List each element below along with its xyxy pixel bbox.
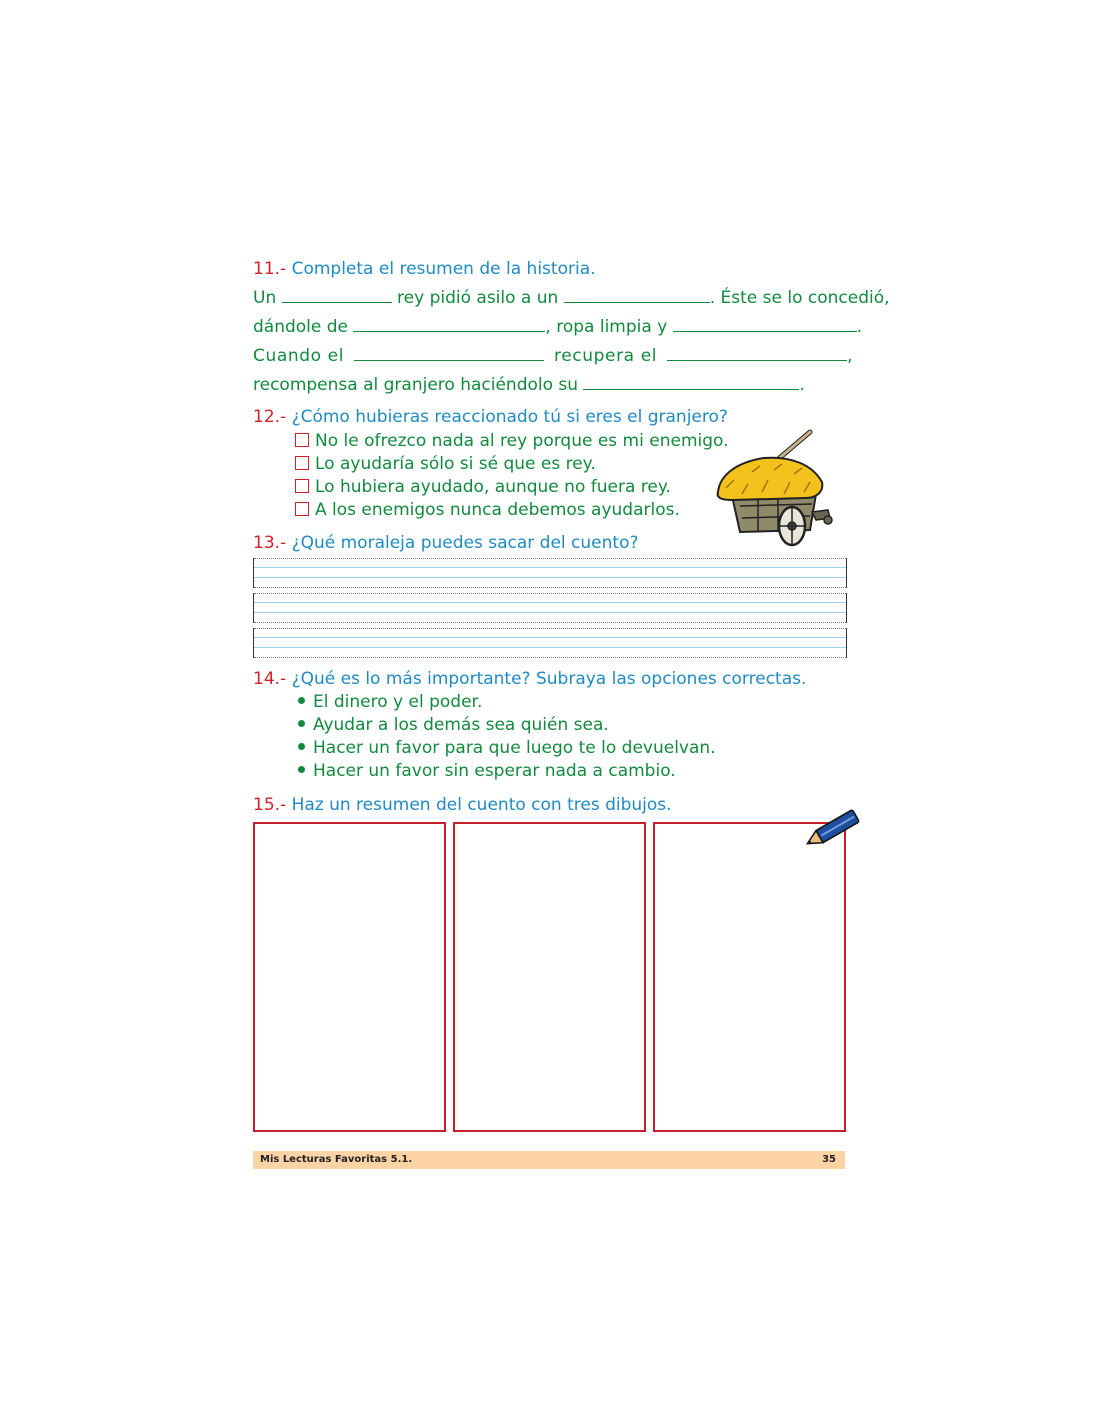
hay-cart-icon — [712, 428, 836, 552]
footer-book-title: Mis Lecturas Favoritas 5.1. — [260, 1154, 413, 1165]
bullet-icon — [298, 720, 305, 727]
bullet-icon — [298, 743, 305, 750]
q14-option-label: Hacer un favor sin esperar nada a cambio. — [313, 761, 676, 781]
q11-line-3 — [253, 346, 853, 366]
q11-prompt: Completa el resumen de la historia. — [291, 259, 596, 279]
checkbox[interactable] — [295, 456, 309, 470]
q14-option[interactable] — [298, 715, 609, 735]
drawing-box-2[interactable] — [453, 822, 646, 1132]
q11-text: . — [856, 317, 863, 337]
q12-prompt: ¿Cómo hubieras reaccionado tú si eres el granjero? — [291, 407, 728, 427]
q12-option[interactable] — [295, 477, 671, 497]
blank-field[interactable] — [354, 346, 544, 361]
checkbox[interactable] — [295, 433, 309, 447]
pencil-icon — [802, 808, 864, 852]
q12-option-label: A los enemigos nunca debemos ayudarlos. — [315, 500, 680, 520]
bullet-icon — [298, 766, 305, 773]
q11-text: . — [799, 375, 805, 395]
q11-text: dándole de — [253, 317, 349, 337]
writing-line[interactable] — [253, 558, 847, 588]
q11-text: . Éste se lo concedió, — [709, 288, 890, 308]
q11-number: 11.- — [253, 259, 287, 279]
q11-line-4 — [253, 375, 805, 395]
page-footer — [253, 1151, 845, 1169]
q13-heading — [253, 533, 639, 553]
q11-text: Cuando el — [253, 346, 345, 366]
q12-option-label: Lo ayudaría sólo si sé que es rey. — [315, 454, 596, 474]
writing-line[interactable] — [253, 593, 847, 623]
q11-text: , ropa limpia y — [545, 317, 668, 337]
blank-field[interactable] — [282, 288, 392, 303]
q14-option[interactable] — [298, 761, 676, 781]
q11-line-1 — [253, 288, 890, 308]
q14-option[interactable] — [298, 738, 716, 758]
page-number: 35 — [822, 1154, 836, 1165]
q14-prompt: ¿Qué es lo más importante? Subraya las opciones correctas. — [291, 669, 807, 689]
q12-option[interactable] — [295, 454, 596, 474]
q11-heading — [253, 259, 596, 279]
q14-option-label: Hacer un favor para que luego te lo devuelvan. — [313, 738, 716, 758]
q12-option[interactable] — [295, 431, 729, 451]
q15-number: 15.- — [253, 795, 287, 815]
q11-text: Un — [253, 288, 277, 308]
q11-text: recupera el — [554, 346, 658, 366]
blank-field[interactable] — [564, 288, 710, 303]
q12-option-label: No le ofrezco nada al rey porque es mi enemigo. — [315, 431, 729, 451]
blank-field[interactable] — [667, 346, 847, 361]
q14-number: 14.- — [253, 669, 287, 689]
q12-option-label: Lo hubiera ayudado, aunque no fuera rey. — [315, 477, 671, 497]
blank-field[interactable] — [583, 375, 799, 390]
q14-heading — [253, 669, 806, 689]
q11-text: recompensa al granjero haciéndolo su — [253, 375, 579, 395]
q15-prompt: Haz un resumen del cuento con tres dibujos. — [291, 795, 672, 815]
q11-text: rey pidió asilo a un — [397, 288, 559, 308]
writing-line[interactable] — [253, 628, 847, 658]
q12-option[interactable] — [295, 500, 680, 520]
q13-prompt: ¿Qué moraleja puedes sacar del cuento? — [291, 533, 639, 553]
bullet-icon — [298, 697, 305, 704]
q11-line-2 — [253, 317, 862, 337]
q14-option-label: Ayudar a los demás sea quién sea. — [313, 715, 609, 735]
q14-option[interactable] — [298, 692, 482, 712]
blank-field[interactable] — [673, 317, 857, 332]
q13-number: 13.- — [253, 533, 287, 553]
checkbox[interactable] — [295, 479, 309, 493]
q15-heading — [253, 795, 672, 815]
q14-option-label: El dinero y el poder. — [313, 692, 483, 712]
blank-field[interactable] — [353, 317, 545, 332]
checkbox[interactable] — [295, 502, 309, 516]
q12-heading — [253, 407, 728, 427]
q12-number: 12.- — [253, 407, 287, 427]
drawing-box-3[interactable] — [653, 822, 846, 1132]
q11-text: , — [847, 346, 854, 366]
drawing-box-1[interactable] — [253, 822, 446, 1132]
